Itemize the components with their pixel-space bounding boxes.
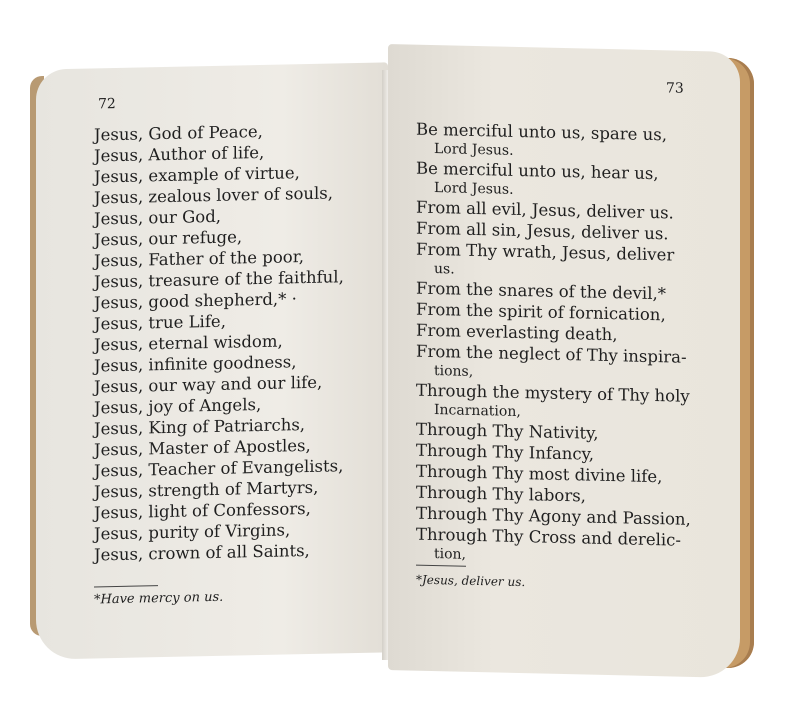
text-line: From Thy wrath, Jesus, deliver	[416, 239, 675, 265]
text-line: Jesus, Author of life,	[94, 142, 265, 166]
text-line: Jesus, good shepherd,* ·	[94, 289, 297, 313]
text-line: Incarnation,	[434, 402, 521, 421]
text-line: Jesus, King of Patriarchs,	[94, 415, 306, 439]
footnote-rule-right	[416, 565, 466, 567]
left-page	[36, 62, 388, 659]
text-line: Jesus, zealous lover of souls,	[94, 183, 334, 208]
footnote-left: *Have mercy on us.	[94, 589, 224, 608]
text-line: Jesus, treasure of the faithful,	[94, 267, 344, 292]
text-line: Lord Jesus.	[434, 180, 514, 198]
text-line: Lord Jesus.	[434, 141, 514, 159]
text-line: Jesus, eternal wisdom,	[94, 331, 283, 355]
text-line: From everlasting death,	[416, 320, 618, 345]
text-line: Jesus, light of Confessors,	[94, 498, 311, 523]
text-line: Through Thy Infancy,	[416, 440, 595, 464]
footnote-rule-left	[94, 585, 158, 587]
text-line: Be merciful unto us, spare us,	[416, 119, 667, 145]
page-number-right: 73	[666, 80, 684, 97]
right-page	[388, 44, 740, 678]
text-line: Jesus, God of Peace,	[94, 121, 263, 145]
text-line: From all evil, Jesus, deliver us.	[416, 197, 674, 223]
text-line: Jesus, Master of Apostles,	[94, 435, 311, 460]
text-line: Through the mystery of Thy holy	[416, 380, 690, 406]
text-line: Jesus, infinite goodness,	[94, 352, 297, 376]
left-page-text	[94, 119, 344, 565]
text-line: Through Thy labors,	[416, 482, 586, 506]
text-line: Jesus, crown of all Saints,	[94, 540, 310, 565]
text-line: From the spirit of fornication,	[416, 299, 666, 325]
text-line: Jesus, Teacher of Evangelists,	[94, 456, 344, 481]
text-line: Be merciful unto us, hear us,	[416, 158, 659, 184]
text-line: us.	[434, 261, 455, 278]
text-line: Jesus, joy of Angels,	[94, 394, 262, 418]
text-line: Jesus, example of virtue,	[94, 163, 300, 187]
text-line: Through Thy Agony and Passion,	[416, 503, 691, 529]
text-line: Jesus, true Life,	[94, 311, 226, 334]
text-line: Through Thy Nativity,	[416, 419, 599, 443]
text-line: Jesus, our refuge,	[94, 227, 243, 250]
text-line: From the snares of the devil,*	[416, 278, 666, 304]
footnote-right: *Jesus, deliver us.	[416, 572, 526, 590]
text-line: Through Thy Cross and derelic-	[416, 524, 681, 550]
text-line: tions,	[434, 363, 474, 380]
text-line: From all sin, Jesus, deliver us.	[416, 218, 669, 244]
text-line: Jesus, our God,	[94, 206, 222, 229]
text-line: From the neglect of Thy inspira-	[416, 341, 687, 367]
text-line: Jesus, purity of Virgins,	[94, 520, 291, 544]
text-line: Jesus, our way and our life,	[94, 372, 323, 397]
text-line: Through Thy most divine life,	[416, 461, 663, 487]
page-number-left: 72	[98, 96, 116, 113]
text-line: tion,	[434, 546, 466, 563]
right-page-text	[416, 119, 691, 569]
text-line: Jesus, strength of Martyrs,	[94, 477, 319, 502]
text-line: Jesus, Father of the poor,	[94, 247, 305, 271]
